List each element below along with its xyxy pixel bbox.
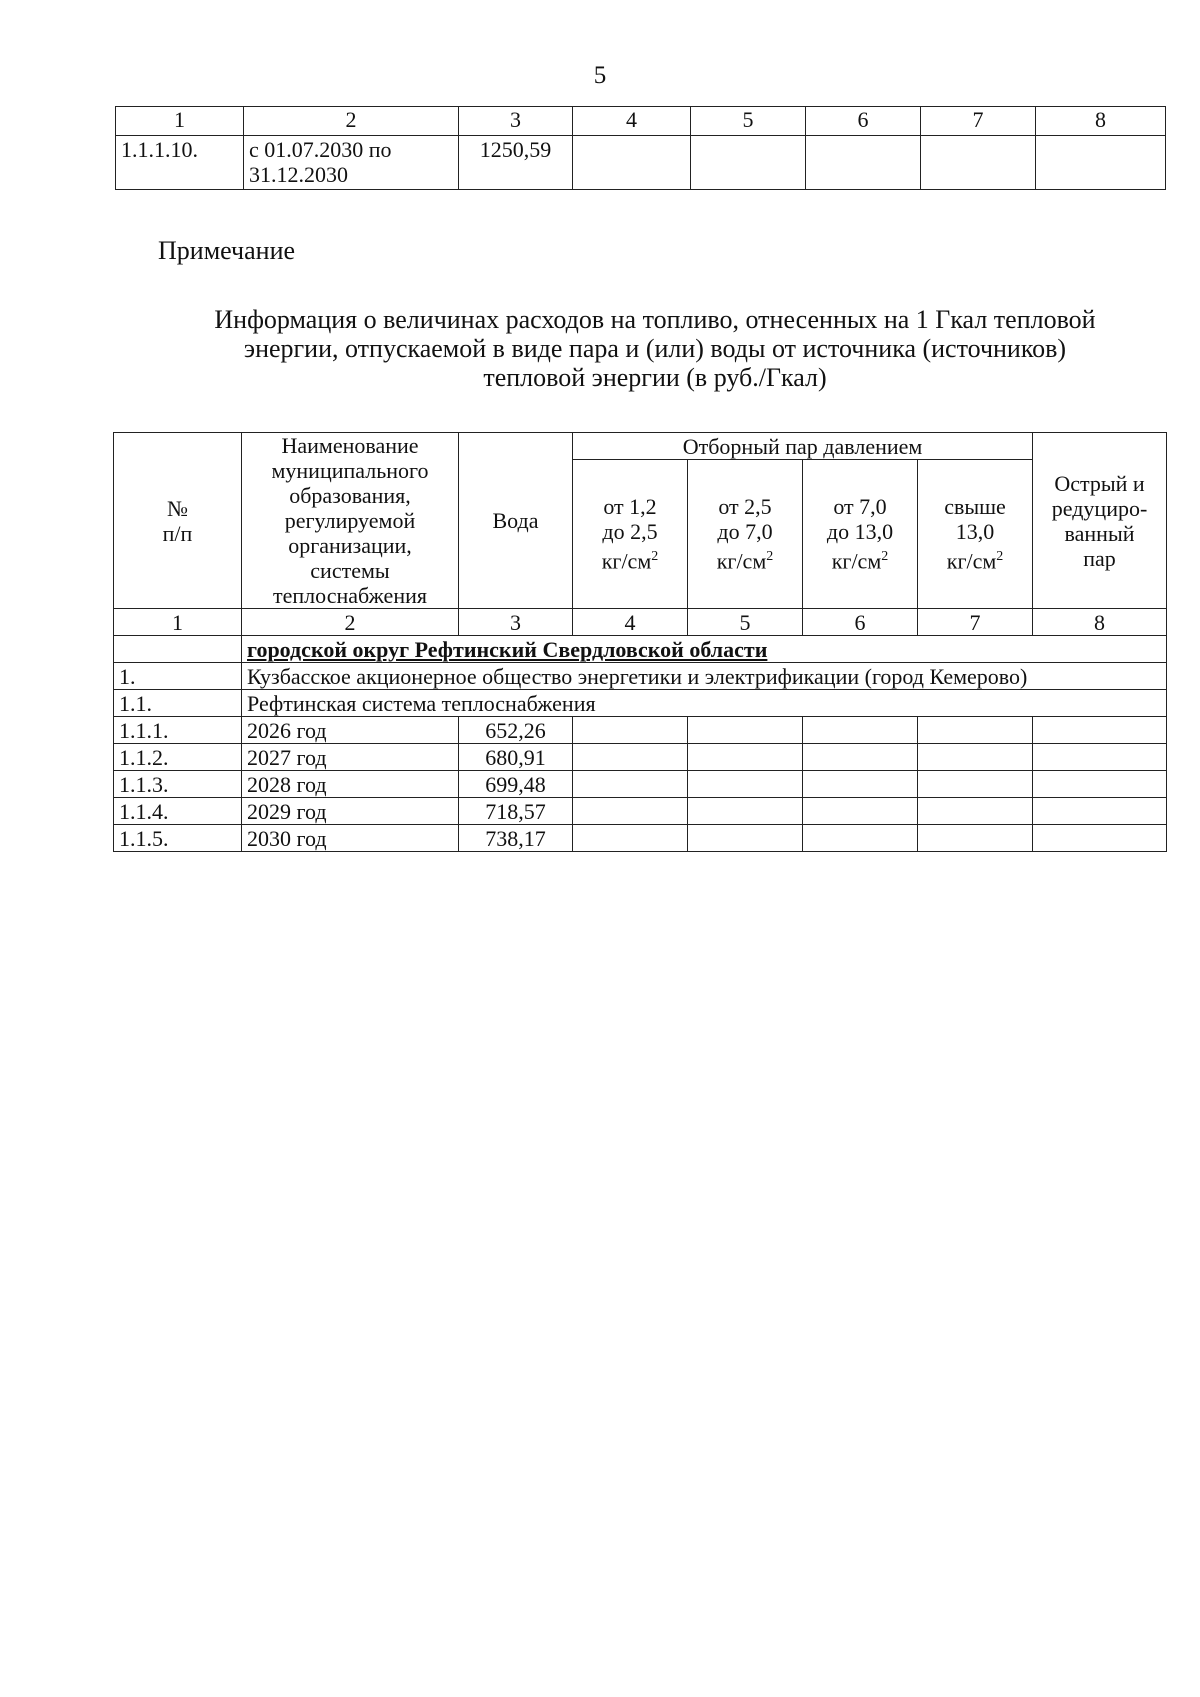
row-number: 1.1. (114, 690, 242, 717)
row-water-value: 652,26 (459, 717, 573, 744)
header-text: свыше (944, 494, 1006, 520)
row-number: 1.1.3. (114, 771, 242, 798)
continued-table (115, 106, 1166, 190)
row-number: 1.1.4. (114, 798, 242, 825)
empty-cell (688, 771, 803, 798)
column-number: 1 (114, 609, 242, 636)
table-header-row (114, 433, 1167, 460)
header-text: до 13,0 (826, 519, 894, 545)
column-number: 4 (573, 107, 691, 136)
empty-cell (918, 798, 1033, 825)
municipality-row (114, 636, 1167, 663)
table-row (114, 825, 1167, 852)
empty-cell (573, 798, 688, 825)
page-number: 5 (593, 62, 607, 89)
header-text: организации, (288, 533, 412, 558)
header-text: $кг/см^2$ (716, 548, 774, 574)
column-number: 6 (806, 107, 921, 136)
row-number: 1.1.1. (114, 717, 242, 744)
header-text: ванный (1064, 520, 1135, 546)
municipality-name: городской округ Рефтинский Свердловской области (242, 636, 1167, 663)
note-label: Примечание (158, 236, 296, 265)
header-water: Вода (459, 433, 573, 609)
system-row (114, 690, 1167, 717)
empty-cell (803, 717, 918, 744)
column-number: 8 (1036, 107, 1166, 136)
row-year: 2029 год (242, 798, 459, 825)
period-line: с 01.07.2030 по (249, 137, 392, 162)
header-text: п/п (162, 520, 193, 546)
empty-cell (1036, 136, 1166, 190)
row-year: 2028 год (242, 771, 459, 798)
header-text: теплоснабжения (273, 583, 427, 608)
header-text: от 2,5 (718, 494, 772, 520)
table-row (114, 771, 1167, 798)
header-pressure (573, 460, 688, 609)
row-water-value: 718,57 (459, 798, 573, 825)
header-text: 13,0 (955, 519, 995, 545)
empty-cell (573, 717, 688, 744)
empty-cell (918, 771, 1033, 798)
column-numbers-row (114, 609, 1167, 636)
empty-cell (1033, 744, 1167, 771)
empty-cell (688, 744, 803, 771)
column-number: 3 (459, 107, 573, 136)
row-number: 1.1.2. (114, 744, 242, 771)
header-sharp-steam (1033, 433, 1167, 609)
row-year: 2027 год (242, 744, 459, 771)
header-text: № (167, 495, 188, 521)
caption-line: тепловой энергии (в руб./Гкал) (483, 363, 827, 392)
row-water-value: 680,91 (459, 744, 573, 771)
row-water-value: 738,17 (459, 825, 573, 852)
header-text: от 7,0 (833, 494, 887, 520)
empty-cell (573, 825, 688, 852)
header-pressure (803, 460, 918, 609)
empty-cell (573, 771, 688, 798)
header-steam-group: Отборный пар давлением (573, 433, 1033, 460)
empty-cell (691, 136, 806, 190)
empty-cell (803, 744, 918, 771)
empty-cell (921, 136, 1036, 190)
table-caption (160, 305, 1150, 392)
empty-cell (1033, 717, 1167, 744)
table-row (116, 136, 1166, 190)
row-value: 1250,59 (459, 136, 573, 190)
header-text: Острый и (1054, 470, 1145, 496)
fuel-cost-table (113, 432, 1167, 852)
column-number: 1 (116, 107, 244, 136)
header-text: регулируемой (284, 508, 416, 533)
empty-cell (918, 744, 1033, 771)
column-number: 8 (1033, 609, 1167, 636)
column-number: 6 (803, 609, 918, 636)
row-year: 2026 год (242, 717, 459, 744)
empty-cell (688, 798, 803, 825)
header-pressure (918, 460, 1033, 609)
header-number (114, 433, 242, 609)
empty-cell (803, 825, 918, 852)
caption-line: энергии, отпускаемой в виде пара и (или) воды от источника (источников) (243, 334, 1067, 363)
empty-cell (806, 136, 921, 190)
column-number: 5 (691, 107, 806, 136)
organization-row (114, 663, 1167, 690)
row-number: 1. (114, 663, 242, 690)
header-text: Наименование (281, 433, 419, 458)
empty-cell (1033, 825, 1167, 852)
header-text: пар (1083, 545, 1116, 571)
header-text: образования, (289, 483, 411, 508)
empty-cell (573, 744, 688, 771)
row-number: 1.1.1.10. (116, 136, 244, 190)
header-text: $кг/см^2$ (831, 548, 889, 574)
organization-name: Кузбасское акционерное общество энергетики и электрификации (город Кемерово) (242, 663, 1167, 690)
column-number: 5 (688, 609, 803, 636)
row-number: 1.1.5. (114, 825, 242, 852)
header-text: $кг/см^2$ (946, 548, 1004, 574)
column-number: 7 (918, 609, 1033, 636)
empty-cell (114, 636, 242, 663)
header-text: редуциро- (1051, 495, 1148, 521)
header-text: муниципального (271, 458, 429, 483)
header-text: до 2,5 (602, 519, 658, 545)
header-text: от 1,2 (603, 494, 657, 520)
header-text: системы (310, 558, 390, 583)
column-number: 3 (459, 609, 573, 636)
header-pressure (688, 460, 803, 609)
empty-cell (803, 798, 918, 825)
empty-cell (688, 717, 803, 744)
row-water-value: 699,48 (459, 771, 573, 798)
empty-cell (688, 825, 803, 852)
column-number: 2 (244, 107, 459, 136)
table-row (114, 717, 1167, 744)
system-name: Рефтинская система теплоснабжения (242, 690, 1167, 717)
period-line: 31.12.2030 (249, 162, 348, 187)
caption-line: Информация о величинах расходов на топливо, отнесенных на 1 Гкал тепловой (214, 305, 1096, 334)
header-text: $кг/см^2$ (601, 548, 659, 574)
table-row (114, 744, 1167, 771)
row-year: 2030 год (242, 825, 459, 852)
table-header-row (116, 107, 1166, 136)
column-number: 2 (242, 609, 459, 636)
header-name (242, 433, 459, 609)
column-number: 4 (573, 609, 688, 636)
empty-cell (803, 771, 918, 798)
empty-cell (918, 825, 1033, 852)
row-period (244, 136, 459, 190)
table-row (114, 798, 1167, 825)
header-text: до 7,0 (717, 519, 773, 545)
empty-cell (918, 717, 1033, 744)
empty-cell (573, 136, 691, 190)
empty-cell (1033, 798, 1167, 825)
column-number: 7 (921, 107, 1036, 136)
empty-cell (1033, 771, 1167, 798)
